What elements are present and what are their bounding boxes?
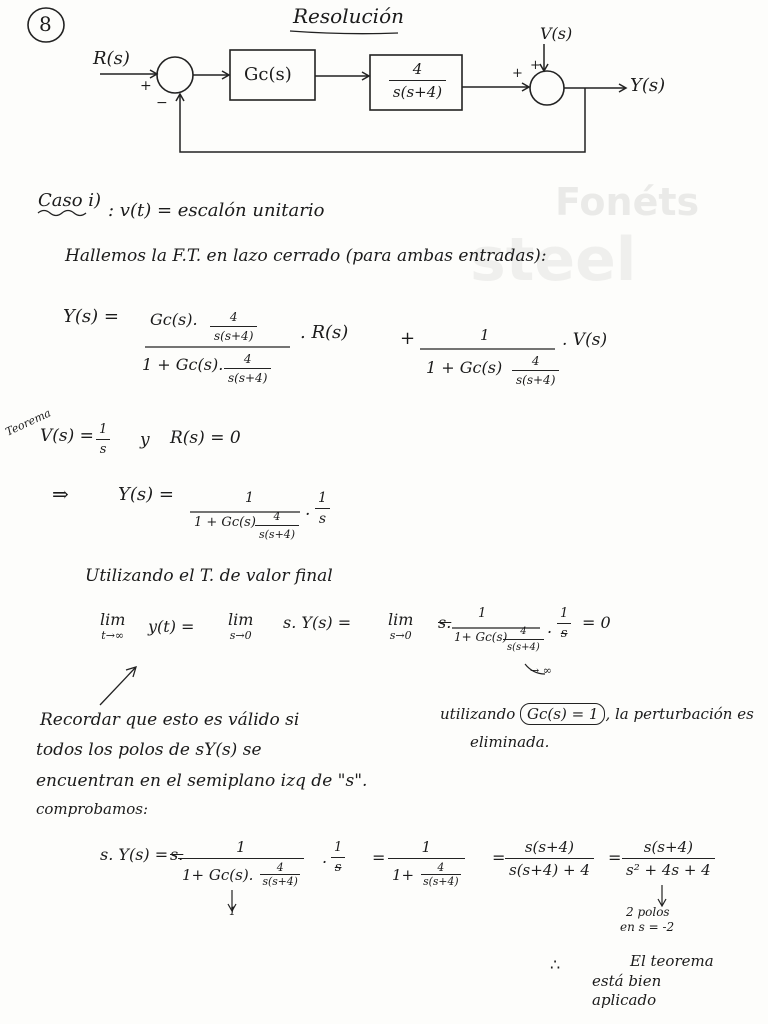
eq1-num2: 1 — [480, 326, 490, 344]
validity-note-line-2: todos los polos de sY(s) se — [36, 740, 262, 760]
page-title: Resolución — [293, 4, 404, 28]
eq3-den-fraction: $\frac{4}{s(s+4)}$ — [503, 626, 544, 653]
given-v-fraction: $\frac{1}{s}$ — [95, 422, 111, 457]
eq4-second-fraction: 1 1+ $\frac{4}{s(s+4)}$ — [388, 838, 465, 888]
eq3-s-cancel: s. — [438, 613, 452, 632]
plant-transfer-function: $\frac{4}{s(s+4)}$ — [380, 60, 455, 101]
input-label: R(s) — [93, 48, 130, 69]
lim-s-2: lim s→0 — [388, 610, 414, 642]
eq2-lhs: Y(s) = — [118, 484, 174, 505]
eq3-dot: . — [547, 618, 553, 637]
gc-note-line-2: eliminada. — [470, 733, 550, 751]
poles-note-2: en s = -2 — [620, 920, 675, 934]
eq1-den2-fraction: $\frac{4}{s(s+4)}$ — [512, 354, 559, 387]
problem-number: 8 — [39, 12, 52, 36]
eq2-den: 1 + Gc(s) — [194, 515, 256, 530]
implies-arrow: ⇒ — [52, 482, 69, 506]
eq1-plus: + — [400, 328, 416, 349]
eq2-num: 1 — [245, 490, 254, 506]
output-label: Y(s) — [630, 75, 666, 96]
case-text: : v(t) = escalón unitario — [108, 200, 325, 221]
eq3-result: = 0 — [582, 613, 611, 632]
eq3-sy: s. Y(s) = — [283, 613, 352, 632]
tvf-sentence: Utilizando el T. de valor final — [85, 566, 333, 586]
lim-s-1: lim s→0 — [228, 610, 254, 642]
eq2-one-over-s: $\frac{1}{s}$ — [314, 490, 331, 527]
title-underline — [290, 31, 398, 34]
eq4-equals-3: = — [608, 848, 622, 867]
eq4-equals-1: = — [372, 848, 386, 867]
gc-boxed: Gc(s) = 1 — [520, 703, 605, 725]
gc-note: utilizando Gc(s) = 1 , la perturbación es — [440, 705, 754, 723]
eq4-third-fraction: $\frac{s(s+4)}{s(s+4) + 4}$ — [505, 838, 594, 879]
eq1-den2: 1 + Gc(s) — [426, 358, 503, 377]
eq4-equals-2: = — [492, 848, 506, 867]
validity-note-line-1: Recordar que esto es válido si — [40, 710, 300, 730]
sum1-plus-sign: + — [140, 78, 152, 94]
eq3-den: 1+ Gc(s) — [454, 630, 508, 644]
eq2-dot: . — [305, 500, 311, 520]
lim-t: lim t→∞ — [100, 610, 126, 642]
sum2-plus-top: + — [530, 58, 541, 73]
eq2-den-fraction: $\frac{4}{s(s+4)}$ — [255, 510, 299, 541]
eq1-denominator: 1 + Gc(s). — [142, 355, 224, 374]
gc-value-note: 1 — [229, 905, 236, 918]
eq3-infinity-note: → ∞ — [530, 664, 552, 677]
eq4-fourth-fraction: $\frac{s(s+4)}{\text{s² + 4s + 4}}$ — [622, 838, 715, 879]
poles-note-1: 2 polos — [626, 905, 670, 919]
case-label: Caso i) — [38, 190, 102, 211]
eq4-s-cancel: s. — [170, 845, 184, 864]
sum2-plus-left: + — [512, 66, 523, 81]
conclusion-line-3: aplicado — [592, 991, 657, 1009]
given-v: V(s) = — [40, 426, 94, 446]
eq3-yt: y(t) = — [148, 617, 195, 636]
eq4-first-fraction: 1 1+ Gc(s). 4 s(s+4) — [178, 838, 304, 888]
therefore-symbol: ∴ — [550, 955, 561, 974]
validity-note-line-4: comprobamos: — [36, 800, 149, 818]
eq3-num: 1 — [478, 606, 487, 621]
eq1-lhs: Y(s) = — [63, 306, 119, 327]
validity-note-line-3: encuentran en el semiplano izq de "s". — [36, 771, 368, 791]
given-and: y — [140, 430, 150, 450]
summing-junction-2 — [530, 71, 564, 105]
eq1-num-fraction: $\frac{4}{s(s+4)}$ — [210, 310, 257, 343]
eq1-times-r: . R(s) — [300, 322, 349, 343]
conclusion-line-1: El teorema — [630, 952, 714, 970]
bleed-through-text: steel — [470, 225, 637, 295]
controller-label: Gc(s) — [244, 64, 292, 85]
eq3-one-over-s: $\frac{1}{s}$ — [556, 606, 572, 641]
sum1-minus-sign: − — [156, 95, 168, 111]
eq1-numerator: Gc(s). — [150, 310, 198, 329]
bleed-through-text: Fonéts — [555, 180, 700, 224]
eq4-one-over-s: $\frac{1}{s}$ — [330, 840, 346, 875]
eq4-lhs: s. Y(s) = — [100, 845, 169, 864]
given-r: R(s) = 0 — [170, 428, 241, 448]
teorema-margin-note: Teorema — [3, 406, 53, 439]
eq4-dot: . — [322, 848, 328, 867]
eq1-times-v: . V(s) — [562, 330, 608, 350]
ft-sentence: Hallemos la F.T. en lazo cerrado (para ambas entradas): — [65, 246, 547, 266]
conclusion-line-2: está bien — [592, 972, 662, 990]
summing-junction-1 — [157, 57, 193, 93]
disturbance-label: V(s) — [540, 24, 573, 43]
eq1-den-fraction: $\frac{4}{s(s+4)}$ — [224, 352, 271, 385]
